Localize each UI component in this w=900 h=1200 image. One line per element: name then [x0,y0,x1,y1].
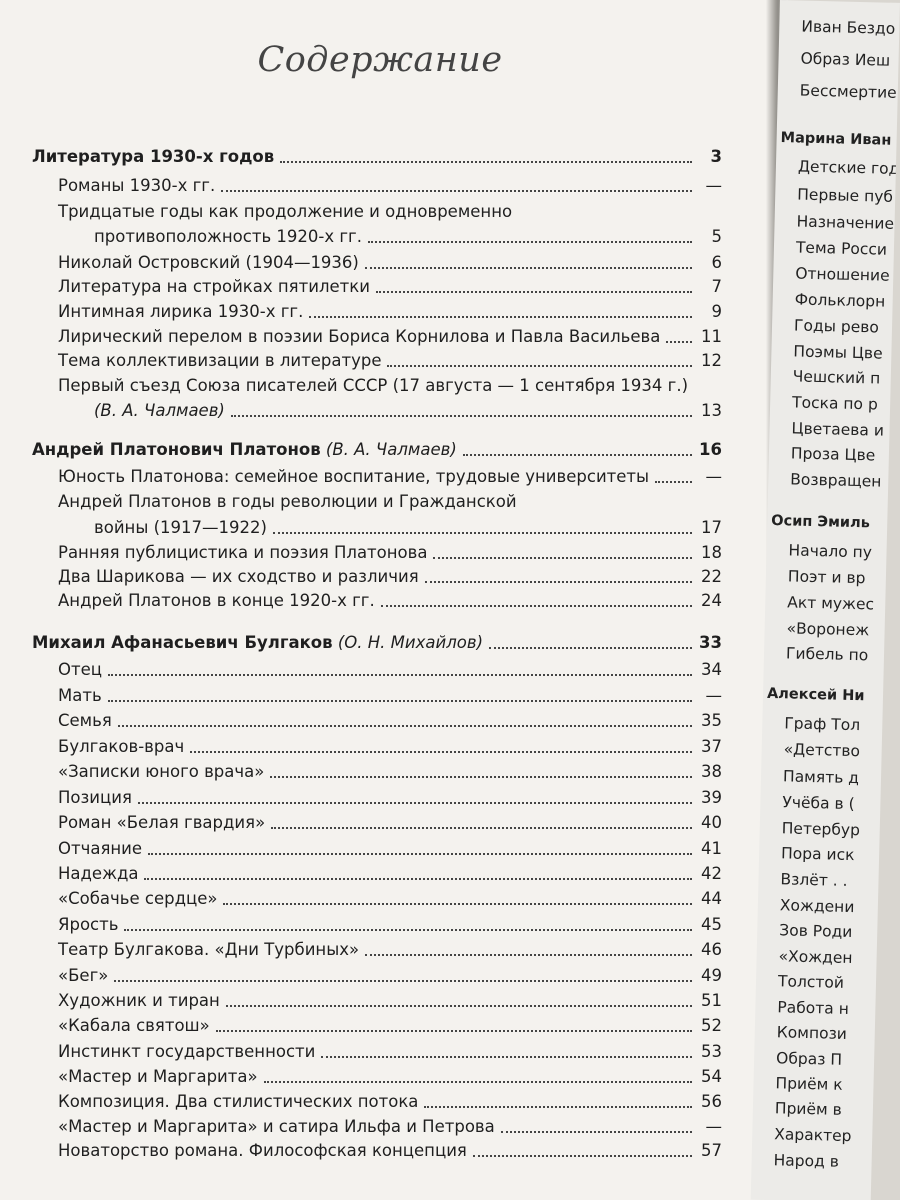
toc-page-number: 42 [701,864,722,883]
toc-entry [58,1141,722,1161]
toc-page-number: 45 [701,915,722,934]
toc-entry [58,1067,722,1087]
toc-entry [58,660,722,680]
toc-entry [58,492,722,512]
toc-entry [58,915,722,935]
toc-entry [58,176,722,196]
toc-entry-title: Андрей Платонов в конце 1920-х гг. [58,591,375,610]
right-toc-entry: Хождени [779,896,855,917]
toc-leader-dots [666,341,692,343]
toc-page-number: 40 [701,813,722,832]
right-toc-entry: Компози [776,1023,848,1043]
toc-leader-dots [424,1106,692,1108]
toc-page-number: 16 [699,440,722,459]
toc-entry-title: Лирический перелом в поэзии Бориса Корнилова и Павла Васильева [58,327,661,346]
toc-page-number: 41 [701,839,722,858]
toc-entry [58,277,722,297]
right-toc-entry: Поэт и вр [787,567,866,588]
toc-leader-dots [489,647,692,649]
toc-entry [58,253,722,273]
toc-entry-author: (В. А. Чалмаев) [320,440,457,459]
toc-entry-title: «Собачье сердце» [58,889,218,908]
toc-entry-title: Литература на стройках пятилетки [58,277,370,296]
toc-entry-title: Первый съезд Союза писателей СССР (17 августа — 1 сентября 1934 г.) [58,376,689,395]
toc-page-number: 56 [701,1092,722,1111]
toc-entry-author: (О. Н. Михайлов) [332,633,484,652]
right-toc-entry: Проза Цве [790,444,876,465]
toc-leader-dots [473,1155,692,1157]
toc-leader-dots [264,1081,692,1083]
toc-page-number: 3 [710,147,722,166]
toc-page-number: 34 [701,660,722,679]
toc-leader-dots [273,532,692,534]
toc-page-number: 51 [701,991,722,1010]
toc-page-number: 49 [701,966,722,985]
toc-entry-title [94,401,225,421]
toc-entry-title: противоположность 1920-х гг. [94,227,362,246]
toc-entry [58,202,722,222]
right-toc-entry: Образ П [775,1049,843,1069]
toc-page-number: — [705,1117,722,1136]
toc-leader-dots [433,557,692,559]
toc-entry-title: Юность Платонова: семейное воспитание, трудовые университеты [58,467,650,486]
right-section-heading: Марина Иван [780,130,892,149]
toc-entry [58,1117,722,1137]
toc-leader-dots [221,190,692,192]
toc-entry [94,227,722,247]
right-toc-entry: Детские год [797,157,900,178]
toc-entry-title: Театр Булгакова. «Дни Турбиных» [58,940,360,959]
right-toc-entry: Тема Росси [795,238,888,259]
toc-leader-dots [148,853,692,855]
right-toc-entry: Работа н [777,998,850,1018]
right-toc-entry: Цветаева и [791,419,885,440]
page-title: Содержание [257,40,503,80]
toc-entry [58,591,722,611]
toc-page-number: 17 [701,518,722,537]
toc-entry [58,889,722,909]
toc-entry [58,351,722,371]
right-toc-entry: Образ Иеш [800,49,891,70]
toc-leader-dots [501,1131,692,1133]
toc-entry-title: «Бег» [58,966,109,985]
right-toc-entry: Зов Роди [779,921,853,942]
toc-page-number: 5 [711,227,722,246]
toc-entry-title: Надежда [58,864,139,883]
right-toc-entry: Народ в [773,1151,840,1171]
right-toc-entry: Взлёт . . [780,870,848,890]
toc-section-heading [32,633,722,653]
toc-leader-dots [118,725,692,727]
toc-leader-dots [655,481,692,483]
toc-entry [58,940,722,960]
toc-page-number: 24 [701,591,722,610]
toc-leader-dots [114,980,692,982]
toc-entry-title: Тридцатые годы как продолжение и одновременно [58,202,513,221]
toc-page-number: 37 [701,737,722,756]
toc-entry [58,839,722,859]
toc-leader-dots [226,1005,692,1007]
right-toc-entry: Фольклорн [794,290,886,311]
toc-leader-dots [138,802,692,804]
toc-leader-dots [368,241,692,243]
right-toc-entry: Акт мужес [787,593,875,614]
right-toc-entry: Первые пуб [797,185,894,206]
toc-entry-author: (В. А. Чалмаев) [94,401,225,420]
right-toc-entry: Бессмертие [799,81,897,102]
toc-page-number: — [705,176,722,195]
right-toc-entry: Пора иск [780,844,855,865]
toc-page-number: 38 [701,762,722,781]
toc-page-number: 11 [701,327,722,346]
right-toc-entry: Толстой [777,972,845,992]
right-toc-entry: «Детство [783,740,861,761]
toc-leader-dots [425,581,692,583]
right-toc-entry: Петербур [781,819,861,840]
toc-section-heading [32,147,722,167]
toc-entry-title: Ярость [58,915,119,934]
toc-leader-dots [270,776,692,778]
toc-entry-title: Михаил Афанасьевич Булгаков (О. Н. Михайлов) [32,633,484,652]
toc-entry [58,686,722,706]
toc-leader-dots [365,954,692,956]
toc-leader-dots [463,454,692,456]
toc-page-number: 12 [701,351,722,370]
toc-leader-dots [190,751,692,753]
toc-page-number: 53 [701,1042,722,1061]
right-toc-entry: Характер [774,1125,852,1146]
toc-leader-dots [144,878,692,880]
toc-entry-title: Роман «Белая гвардия» [58,813,266,832]
toc-entry [58,467,722,487]
toc-entry-title: Литература 1930-х годов [32,147,275,166]
toc-leader-dots [381,605,692,607]
toc-leader-dots [124,929,692,931]
toc-page-number: 57 [701,1141,722,1160]
right-section-heading: Алексей Ни [766,685,865,705]
right-toc-entry: Начало пу [788,541,873,562]
toc-leader-dots [108,700,692,702]
toc-leader-dots [108,674,692,676]
right-toc-entry: Чешский п [792,367,881,388]
toc-entry-title: Отец [58,660,102,679]
toc-entry [58,543,722,563]
toc-entry-title: Романы 1930-х гг. [58,176,216,195]
toc-entry [58,966,722,986]
toc-entry [58,762,722,782]
toc-entry [58,302,722,322]
right-toc-entry: Приём в [774,1099,842,1119]
toc-page-number: — [705,467,722,486]
toc-page-number: 54 [701,1067,722,1086]
toc-entry-title: Художник и тиран [58,991,220,1010]
toc-entry-title: Интимная лирика 1930-х гг. [58,302,304,321]
toc-leader-dots [365,267,692,269]
toc-entry [94,401,722,421]
right-toc-entry: Поэмы Цве [793,342,883,363]
toc-leader-dots [271,827,692,829]
right-toc-entry: Назначение [796,212,895,233]
toc-entry [58,327,722,347]
toc-entry-title: Семья [58,711,112,730]
toc-page-number: 33 [699,633,722,652]
right-toc-entry: Годы рево [793,316,880,337]
toc-entry [58,376,722,396]
toc-leader-dots [309,316,692,318]
toc-leader-dots [321,1056,692,1058]
toc-entry [58,1042,722,1062]
toc-page-number: 18 [701,543,722,562]
right-toc-entry: Отношение [795,264,890,285]
toc-entry [58,864,722,884]
toc-page-number: 39 [701,788,722,807]
toc-entry [58,1016,722,1036]
toc-entry-title: Композиция. Два стилистических потока [58,1092,419,1111]
right-toc-entry: Гибель по [785,644,869,665]
toc-leader-dots [216,1030,692,1032]
right-toc-entry: Граф Тол [784,714,861,735]
toc-entry-title: «Кабала святош» [58,1016,210,1035]
toc-entry [58,788,722,808]
toc-page-number: 9 [711,302,722,321]
right-toc-entry: Учёба в ( [782,793,855,814]
toc-section-heading [32,440,722,460]
right-toc-entry: Иван Бездо [801,17,896,38]
toc-page-number: — [705,686,722,705]
toc-entry-title: Инстинкт государственности [58,1042,316,1061]
toc-leader-dots [231,415,692,417]
right-toc-entry: Возвращен [790,470,882,491]
toc-page-number: 44 [701,889,722,908]
right-toc-entry: «Хожден [778,947,853,968]
toc-page-number: 22 [701,567,722,586]
toc-entry [58,711,722,731]
toc-leader-dots [280,161,692,163]
toc-page-number: 13 [701,401,722,420]
toc-page-number: 35 [701,711,722,730]
toc-entry-title: Мать [58,686,102,705]
toc-leader-dots [376,291,692,293]
toc-leader-dots [223,903,692,905]
toc-entry [58,567,722,587]
toc-entry-title: «Записки юного врача» [58,762,265,781]
toc-entry-title: «Мастер и Маргарита» [58,1067,258,1086]
toc-entry-title: Николай Островский (1904—1936) [58,253,359,272]
toc-entry-title: войны (1917—1922) [94,518,267,537]
toc-entry-title: Андрей Платонович Платонов (В. А. Чалмаев) [32,440,457,459]
toc-entry [58,1092,722,1112]
toc-entry-title: Позиция [58,788,132,807]
toc-entry-title: Отчаяние [58,839,143,858]
toc-entry [58,991,722,1011]
toc-entry [58,813,722,833]
right-toc-entry: Тоска по р [791,393,879,414]
toc-page-number: 7 [711,277,722,296]
toc-entry-title: Ранняя публицистика и поэзия Платонова [58,543,428,562]
right-toc-entry: «Воронеж [786,619,870,640]
toc-entry [94,518,722,538]
right-toc-entry: Память д [782,767,860,788]
toc-page-number: 46 [701,940,722,959]
toc-entry-title: Булгаков-врач [58,737,185,756]
toc-page-number: 52 [701,1016,722,1035]
toc-entry-title: «Мастер и Маргарита» и сатира Ильфа и Петрова [58,1117,495,1136]
right-toc-entry: Приём к [775,1074,843,1094]
right-section-heading: Осип Эмиль [771,512,871,532]
toc-entry [58,737,722,757]
toc-entry-title: Новаторство романа. Философская концепция [58,1141,467,1160]
toc-entry-title: Андрей Платонов в годы революции и Гражданской [58,492,517,511]
toc-entry-title: Тема коллективизации в литературе [58,351,382,370]
toc-page-number: 6 [711,253,722,272]
toc-entry-title: Два Шарикова — их сходство и различия [58,567,419,586]
toc-leader-dots [387,365,692,367]
